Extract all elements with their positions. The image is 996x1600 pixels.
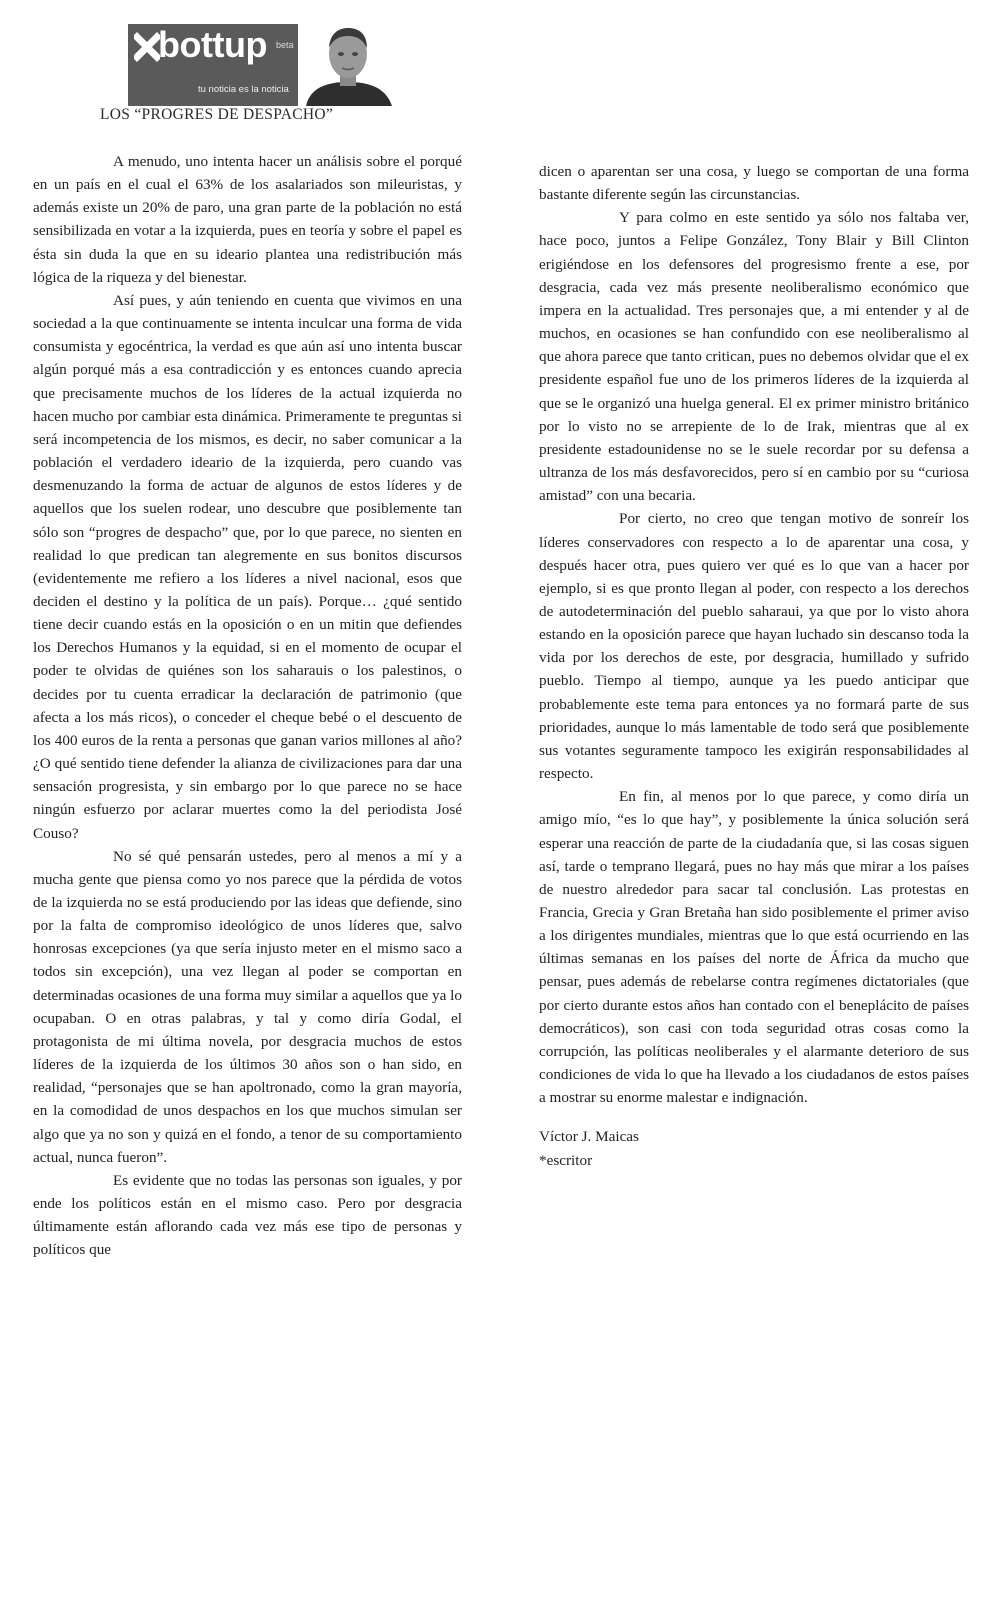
- logo-tagline: tu noticia es la noticia: [198, 84, 289, 95]
- paragraph: No sé qué pensarán ustedes, pero al menos a mí y a mucha gente que piensa como yo nos parece que la pérdida de votos de la izquierda no se está produciendo por las ideas que defiende, sino por la falta de compromiso ideológico de unos líderes que, salvo honrosas excepciones (ya que sería injusto meter en el mismo saco a todos sin excepción), una vez llegan al poder se comportan en determinadas ocasiones de una forma muy similar a aquellos que ya lo ocupaban. O en otras palabras, y tal y como diría Godal, el protagonista de mi última novela, por desgracia muchos de estos líderes de la izquierda de los últimos 30 años son o han sido, en realidad, “personajes que se han apoltronado, como la gran mayoría, en la comodidad de unos despachos en los que muchos simulan ser algo que ya no son y quizá en el fondo, a tenor de su comportamiento actual, nunca fueron”.: [33, 847, 462, 1166]
- left-column: [33, 150, 462, 1262]
- right-column: [539, 160, 969, 1172]
- paragraph: Y para colmo en este sentido ya sólo nos faltaba ver, hace poco, juntos a Felipe González, Tony Blair y Bill Clinton erigiéndose en los defensores del progresismo frente a ese, por desgracia, cada vez más presente neoliberalismo económico que impera en la actualidad. Tres personajes que, a mi entender y al de muchos, en ocasiones se han confundido con ese neoliberalismo al que ahora parece que tanto critican, pues no debemos olvidar que el ex presidente español fue uno de los primeros líderes de la izquierda al que se le organizó una huelga general. El ex primer ministro británico por lo visto no se arrepiente de lo de Irak, mientras que al ex presidente estadounidense no se le suele recordar por su defensa a ultranza de los más desfavorecidos, pero sí en cambio por su “curiosa amistad” con una becaria.: [539, 209, 969, 505]
- paragraph: dicen o aparentan ser una cosa, y luego se comportan de una forma bastante diferente según las circunstancias.: [539, 163, 969, 204]
- paragraph: A menudo, uno intenta hacer un análisis sobre el porqué en un país en el cual el 63% de los asalariados son mileuristas, y además existe un 20% de paro, una gran parte de la población no está sensibilizada en votar a la izquierda, pues en teoría y sobre el papel es ésta sin duda la que en su ideario plantea una redistribución más lógica de la riqueza y del bienestar.: [33, 153, 462, 286]
- paragraph: Por cierto, no creo que tengan motivo de sonreír los líderes conservadores con respecto a lo de aparentar una cosa, y después hacer otra, pues quiero ver qué es lo que van a hacer por ejemplo, si es que pronto llegan al poder, con respecto a los derechos de autodeterminación del pueblo saharaui, ya que por lo visto ahora estando en la oposición parece que hayan luchado sin descanso toda la vida por los derechos de este, por desgracia, humillado y sufrido pueblo. Tiempo al tiempo, aunque ya les puedo anticipar que probablemente este tema para entonces ya no formará parte de sus prioridades, aunque lo más lamentable de todo será que posiblemente sus votantes seguramente tampoco les exigirán responsabilidades al respecto.: [539, 510, 969, 783]
- article-title: LOS “PROGRES DE DESPACHO”: [100, 106, 333, 123]
- bottup-logo: [128, 24, 298, 106]
- paragraph: Es evidente que no todas las personas son iguales, y por ende los políticos están en el mismo caso. Pero por desgracia últimamente están aflorando cada vez más ese tipo de personas y políticos que: [33, 1171, 462, 1259]
- paragraph: Así pues, y aún teniendo en cuenta que vivimos en una sociedad a la que continuamente se intenta inculcar una forma de vida consumista y egocéntrica, la verdad es que aún así uno intenta buscar algún porqué más a esa contradicción y es entonces cuando aprecia que precisamente muchos de los líderes de la actual izquierda no hacen mucho por cambiar esta dinámica. Primeramente te preguntas si será incompetencia de los mismos, es decir, no saber comunicar a la población el verdadero ideario de la izquierda, pero cuando vas desmenuzando la forma de actuar de algunos de estos líderes y de aquellos que los suelen rodear, uno descubre que posiblemente tan sólo son “progres de despacho” que, por lo que parece, no sienten en realidad lo que predican tan alegremente en sus bonitos discursos (evidentemente me refiero a los líderes a nivel nacional, esos que deciden el destino y la política de un país). Porque… ¿qué sentido tiene decir cuando estás en la oposición o en un mitin que defiendes los Derechos Humanos y la equidad, si en el momento de ocupar el poder te olvidas de quiénes son los saharauis o los palestinos, o decides por tu cuenta erradicar la declaración de patrimonio (que afecta a los más ricos), o conceder el cheque bebé o el descuento de los 400 euros de la renta a personas que ganan varios millones al año? ¿O qué sentido tiene defender la alianza de civilizaciones para dar una sensación progresista, y sin embargo por lo que parece no se hace ningún esfuerzo por aclarar muertes como la del periodista José Couso?: [33, 291, 462, 842]
- logo-wordmark: bottup: [158, 24, 267, 65]
- header: [128, 24, 398, 106]
- author-role: *escritor: [539, 1151, 593, 1169]
- author-name: Víctor J. Maicas: [539, 1128, 639, 1146]
- paragraph: En fin, al menos por lo que parece, y como diría un amigo mío, “es lo que hay”, y posiblemente la única solución será esperar una reacción de parte de la ciudadanía que, si las cosas siguen así, tarde o temprano llegará, pues no hay más que mirar a los países de nuestro alrededor para sacar tal conclusión. Las protestas en Francia, Grecia y Gran Bretaña han sido posiblemente el primer aviso a los dirigentes mundiales, mientras que lo que está ocurriendo en las últimas semanas en los países del norte de África da mucho que pensar, pues además de rebelarse contra regímenes dictatoriales (que por cierto durante estos años han contado con el beneplácito de países democráticos), son casi con toda seguridad otras cosas como la corrupción, las políticas neoliberales y el alarmante deterioro de sus condiciones de vida lo que ha llevado a los ciudadanos de estos países a mostrar su enorme malestar e indignación.: [539, 788, 969, 1107]
- x-mark-icon: [134, 32, 160, 62]
- logo-beta: beta: [276, 40, 294, 50]
- author-photo: [300, 24, 396, 106]
